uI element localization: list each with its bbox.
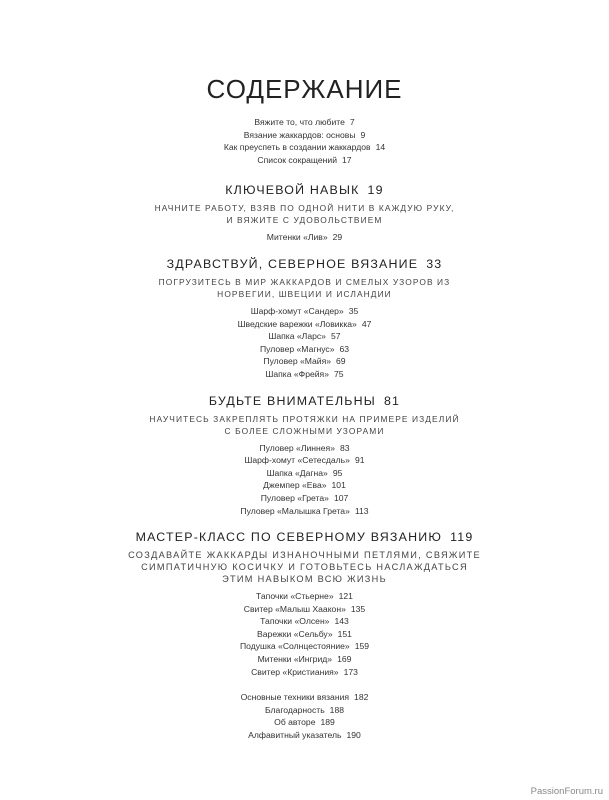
toc-entry bbox=[0, 355, 609, 368]
toc-entry bbox=[0, 442, 609, 455]
section-subtitle bbox=[0, 276, 609, 300]
toc-entry-label: Шарф-хомут «Сетесдаль» bbox=[244, 455, 350, 466]
toc-entry-label: Шапка «Ларс» bbox=[268, 331, 326, 342]
toc-entry-page: 35 bbox=[348, 305, 359, 316]
toc-entry-page: 121 bbox=[338, 591, 353, 602]
toc-entry bbox=[0, 666, 609, 679]
toc-section bbox=[0, 529, 609, 678]
toc-entry bbox=[0, 318, 609, 331]
toc-entry-label: Пуловер «Малышка Грета» bbox=[240, 505, 350, 516]
toc-entry-page: 7 bbox=[349, 117, 355, 127]
toc-entry bbox=[0, 467, 609, 480]
toc-entry bbox=[0, 716, 609, 729]
toc-entry-page: 169 bbox=[337, 654, 352, 665]
toc-entry bbox=[0, 305, 609, 318]
toc-entry-label: Алфавитный указатель bbox=[248, 730, 342, 741]
section-subtitle-line: И ВЯЖИТЕ С УДОВОЛЬСТВИЕМ bbox=[226, 215, 383, 226]
toc-entry-page: 29 bbox=[332, 232, 343, 243]
toc-entry-label: Пуловер «Грета» bbox=[260, 492, 329, 503]
toc-entry-page: 159 bbox=[354, 641, 370, 652]
toc-entry bbox=[0, 729, 609, 742]
toc-section bbox=[0, 182, 609, 244]
toc-entry-page: 101 bbox=[331, 480, 346, 491]
toc-section bbox=[0, 393, 609, 518]
toc-entry-page: 151 bbox=[337, 628, 352, 639]
toc-entry-page: 9 bbox=[360, 129, 366, 140]
toc-entry bbox=[0, 343, 609, 356]
section-heading-page: 119 bbox=[450, 530, 474, 545]
page-title: СОДЕРЖАНИЕ bbox=[206, 74, 403, 104]
toc-entry-page: 182 bbox=[354, 692, 369, 703]
toc-entry-label: Тапочки «Олсен» bbox=[260, 616, 330, 627]
section-subtitle-line: НОРВЕГИИ, ШВЕЦИИ И ИСЛАНДИИ bbox=[217, 288, 392, 299]
toc-entry-page: 47 bbox=[361, 318, 372, 329]
toc-entry-page: 95 bbox=[332, 467, 343, 478]
toc-entry bbox=[0, 492, 609, 505]
toc-entry bbox=[0, 691, 609, 704]
toc-entry bbox=[0, 603, 609, 616]
toc-entry bbox=[0, 129, 609, 142]
toc-entry-label: Вязание жаккардов: основы bbox=[243, 129, 356, 140]
section-subtitle-line: С БОЛЕЕ СЛОЖНЫМИ УЗОРАМИ bbox=[224, 425, 385, 436]
toc-entry-page: 75 bbox=[333, 368, 344, 379]
toc-entry bbox=[0, 231, 609, 244]
toc-entry bbox=[0, 590, 609, 603]
toc-entry-page: 17 bbox=[342, 154, 352, 165]
toc-entry bbox=[0, 704, 609, 717]
toc-entry-page: 135 bbox=[350, 603, 366, 614]
toc-entry-page: 188 bbox=[329, 704, 345, 715]
toc-entry bbox=[0, 454, 609, 467]
section-heading-page: 19 bbox=[367, 183, 384, 198]
toc-entry-page: 83 bbox=[339, 442, 350, 453]
toc-entry bbox=[0, 330, 609, 343]
toc-entry-label: Джемпер «Ева» bbox=[263, 480, 327, 491]
toc-entry-page: 143 bbox=[334, 616, 349, 627]
toc-entry bbox=[0, 640, 609, 653]
toc-entry-page: 107 bbox=[333, 492, 349, 503]
section-heading bbox=[0, 529, 609, 545]
toc-entry-label: Вяжите то, что любите bbox=[254, 117, 345, 127]
toc-entry-page: 113 bbox=[354, 505, 369, 516]
section-heading-label: МАСТЕР-КЛАСС ПО СЕВЕРНОМУ ВЯЗАНИЮ bbox=[135, 530, 443, 545]
toc-entry bbox=[0, 368, 609, 381]
section-subtitle-line: ПОГРУЗИТЕСЬ В МИР ЖАККАРДОВ И СМЕЛЫХ УЗОРОВ ИЗ bbox=[158, 276, 451, 287]
section-heading-page: 33 bbox=[426, 256, 443, 271]
toc-entry-page: 69 bbox=[336, 356, 346, 367]
section-subtitle-line: НАЧНИТЕ РАБОТУ, ВЗЯВ ПО ОДНОЙ НИТИ В КАЖДУЮ РУКУ, bbox=[154, 203, 455, 214]
toc-entry-label: Пуловер «Майя» bbox=[263, 356, 332, 367]
section-subtitle-line: НАУЧИТЕСЬ ЗАКРЕПЛЯТЬ ПРОТЯЖКИ НА ПРИМЕРЕ ИЗДЕЛИЙ bbox=[149, 413, 460, 424]
toc-entry-label: Об авторе bbox=[274, 717, 316, 728]
toc-entry-label: Как преуспеть в создании жаккардов bbox=[223, 142, 371, 153]
section-subtitle bbox=[0, 202, 609, 226]
toc-section bbox=[0, 256, 609, 381]
toc-entry-label: Пуловер «Линнея» bbox=[259, 442, 335, 453]
toc-entry bbox=[0, 116, 609, 129]
toc-entry-label: Пуловер «Магнус» bbox=[259, 343, 335, 354]
toc-entry bbox=[0, 479, 609, 492]
toc-entry-label: Подушка «Солнцестояние» bbox=[239, 641, 350, 652]
section-heading-page: 81 bbox=[383, 393, 401, 408]
section-subtitle bbox=[0, 413, 609, 437]
toc-entry-page: 63 bbox=[339, 343, 350, 354]
toc-entry-label: Митенки «Ингрид» bbox=[257, 654, 333, 665]
backmatter-list bbox=[0, 691, 609, 741]
toc-entry-label: Шведские варежки «Ловикка» bbox=[237, 318, 357, 329]
toc-entry bbox=[0, 653, 609, 666]
toc-entry bbox=[0, 615, 609, 628]
toc-entry-label: Благодарность bbox=[264, 704, 325, 715]
toc-entry bbox=[0, 154, 609, 167]
section-subtitle-line: ЭТИМ НАВЫКОМ ВСЮ ЖИЗНЬ bbox=[222, 574, 387, 585]
toc-entry-label: Список сокращений bbox=[257, 154, 337, 165]
section-subtitle bbox=[0, 549, 609, 585]
section-subtitle-line: СОЗДАВАЙТЕ ЖАККАРДЫ ИЗНАНОЧНЫМИ ПЕТЛЯМИ, СВЯЖИТЕ bbox=[128, 550, 481, 561]
toc-entry-label: Митенки «Лив» bbox=[266, 232, 328, 243]
toc-entry-page: 91 bbox=[354, 455, 365, 466]
toc-entry-page: 57 bbox=[330, 331, 341, 342]
toc-entry-label: Тапочки «Стьерне» bbox=[256, 591, 334, 602]
section-heading-label: ЗДРАВСТВУЙ, СЕВЕРНОЕ ВЯЗАНИЕ bbox=[166, 256, 419, 271]
section-subtitle-line: СИМПАТИЧНУЮ КОСИЧКУ И ГОТОВЬТЕСЬ НАСЛАЖДАТЬСЯ bbox=[141, 562, 468, 573]
toc-entry-page: 14 bbox=[375, 142, 386, 153]
toc-entry-label: Свитер «Малыш Хаакон» bbox=[243, 603, 346, 614]
toc-entry-label: Шапка «Фрейя» bbox=[265, 368, 329, 379]
toc-entry bbox=[0, 628, 609, 641]
toc-entry-label: Варежки «Сельбу» bbox=[257, 628, 333, 639]
toc-entry-page: 190 bbox=[346, 730, 361, 741]
section-heading-label: КЛЮЧЕВОЙ НАВЫК bbox=[225, 183, 360, 198]
toc-entry bbox=[0, 505, 609, 518]
section-heading bbox=[0, 182, 609, 198]
toc-entry-page: 173 bbox=[343, 666, 358, 677]
table-of-contents bbox=[0, 116, 609, 742]
watermark: PassionForum.ru bbox=[530, 786, 603, 797]
toc-entry-label: Шарф-хомут «Сандер» bbox=[250, 305, 344, 316]
section-heading bbox=[0, 393, 609, 409]
section-heading-label: БУДЬТЕ ВНИМАТЕЛЬНЫ bbox=[208, 393, 376, 408]
toc-entry-label: Шапка «Дагна» bbox=[266, 467, 328, 478]
toc-entry bbox=[0, 141, 609, 154]
toc-entry-label: Свитер «Кристиания» bbox=[251, 666, 339, 677]
section-heading bbox=[0, 256, 609, 272]
toc-entry-page: 189 bbox=[320, 717, 335, 728]
toc-entry-label: Основные техники вязания bbox=[240, 692, 350, 703]
intro-list bbox=[0, 116, 609, 166]
